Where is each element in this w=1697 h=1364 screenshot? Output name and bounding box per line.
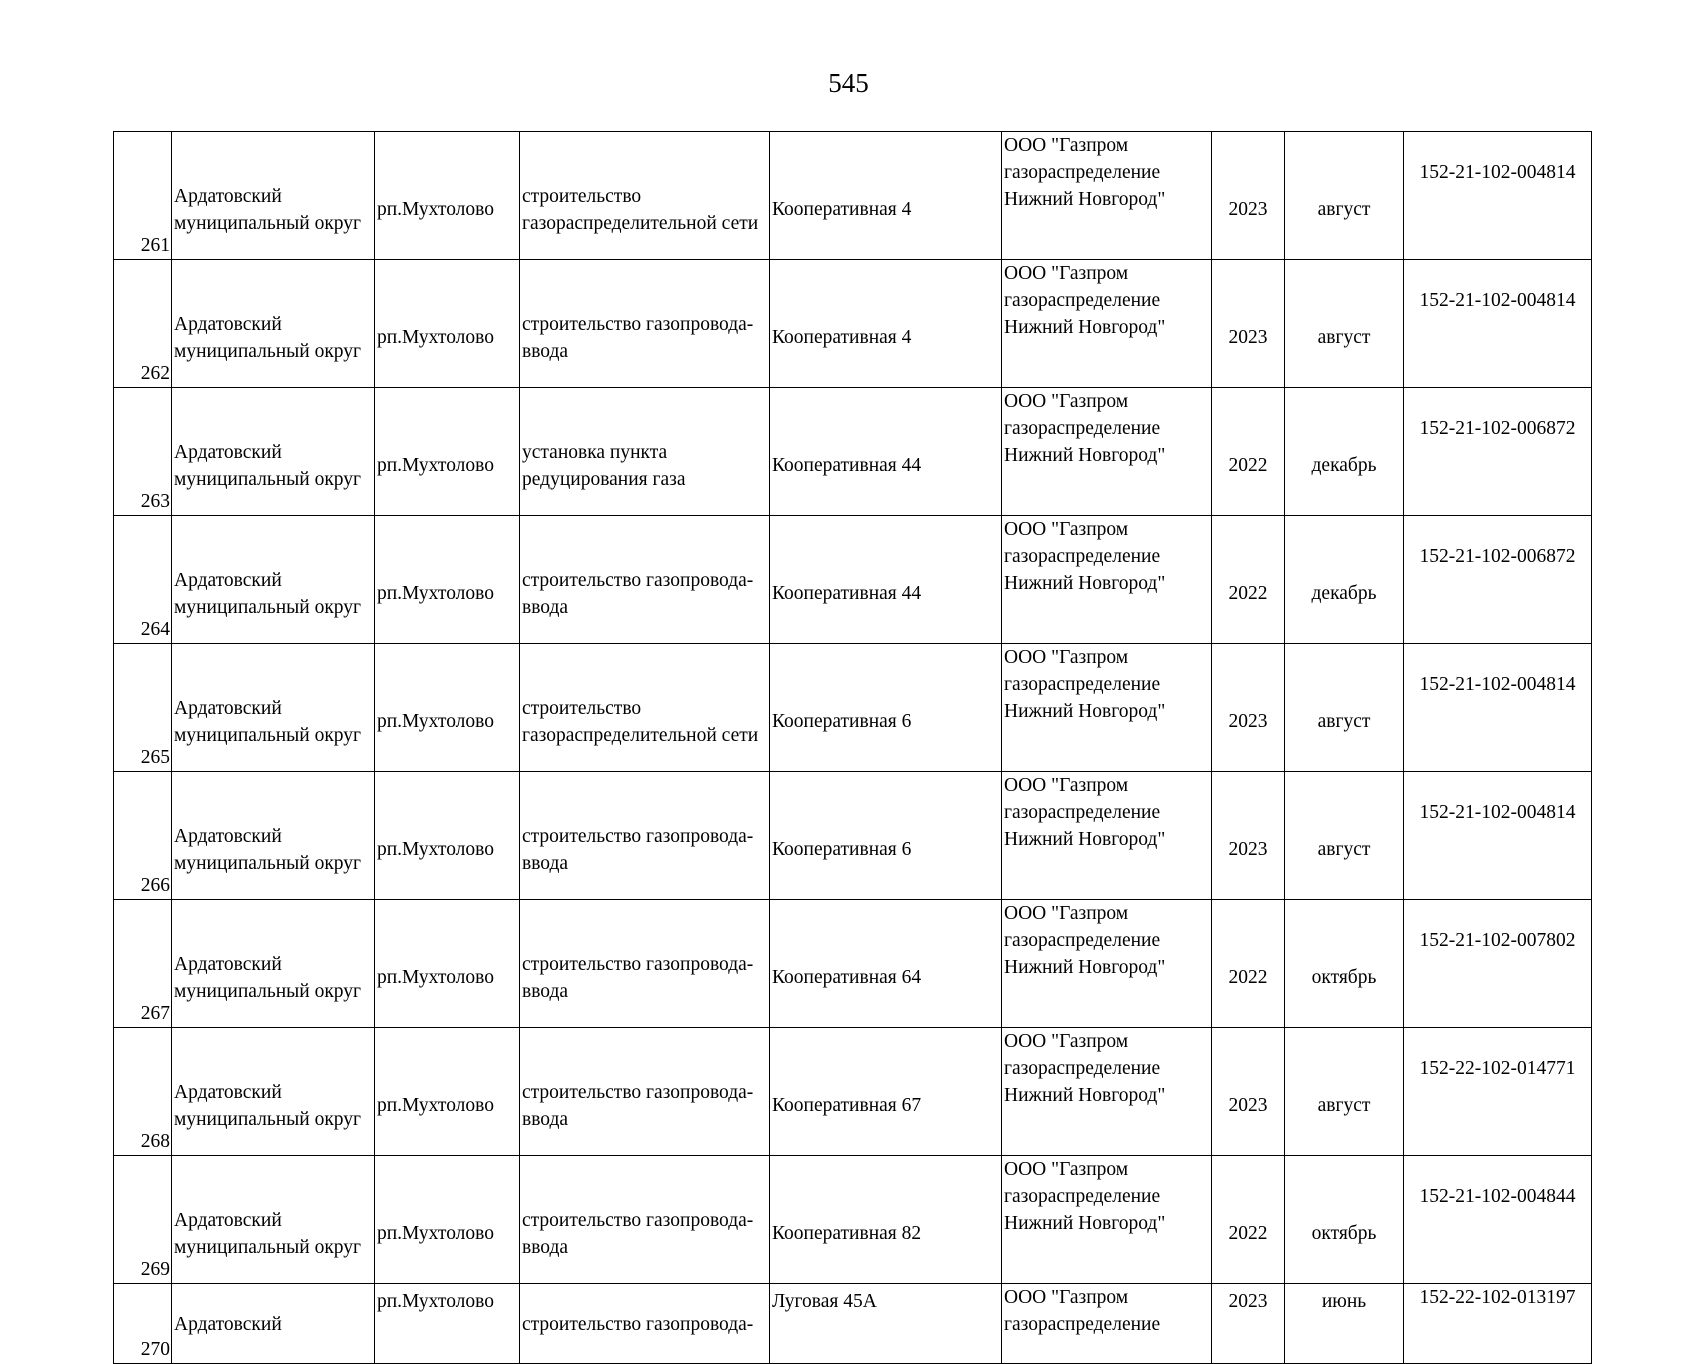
code-cell xyxy=(1404,1284,1592,1364)
row-number xyxy=(114,1156,172,1284)
cell-line: ООО "Газпром xyxy=(1004,519,1129,540)
cell-line: Ардатовский xyxy=(174,953,282,975)
year-cell xyxy=(1212,260,1285,388)
cell-line: муниципальный округ xyxy=(174,596,362,618)
cell-line: муниципальный округ xyxy=(174,1108,362,1130)
cell-text: 265 xyxy=(140,747,170,768)
organization-cell xyxy=(1002,388,1212,516)
cell-line: ООО "Газпром xyxy=(1004,647,1129,668)
code-cell xyxy=(1404,260,1592,388)
cell-text: 264 xyxy=(140,619,170,640)
district-cell xyxy=(172,388,375,516)
locality-cell xyxy=(375,1284,520,1364)
cell-text: рп.Мухтолово xyxy=(377,455,494,476)
district-cell xyxy=(172,900,375,1028)
address-cell xyxy=(770,132,1002,260)
cell-line: строительство газопровода- xyxy=(522,313,754,335)
locality-cell xyxy=(375,1156,520,1284)
cell-text: рп.Мухтолово xyxy=(377,1223,494,1244)
cell-line: строительство газопровода- xyxy=(522,953,754,975)
cell-text: август xyxy=(1317,711,1371,732)
cell-line: муниципальный округ xyxy=(174,980,362,1002)
cell-line: ввода xyxy=(522,1108,569,1130)
cell-text: рп.Мухтолово xyxy=(377,583,494,604)
cell-line: муниципальный округ xyxy=(174,852,362,874)
year-cell xyxy=(1212,1028,1285,1156)
row-number xyxy=(114,260,172,388)
month-cell xyxy=(1285,260,1404,388)
cell-line: ООО "Газпром xyxy=(1004,1031,1129,1052)
cell-line: газораспределение xyxy=(1004,1314,1161,1335)
cell-line: ООО "Газпром xyxy=(1004,775,1129,796)
cell-text: рп.Мухтолово xyxy=(377,839,494,860)
cell-line: газораспределение xyxy=(1004,1186,1161,1207)
row-number xyxy=(114,132,172,260)
cell-text: 152-21-102-004814 xyxy=(1419,674,1576,695)
code-cell xyxy=(1404,772,1592,900)
cell-text: август xyxy=(1317,199,1371,220)
cell-line: Ардатовский xyxy=(174,1209,282,1231)
month-cell xyxy=(1285,900,1404,1028)
cell-line: Нижний Новгород" xyxy=(1004,1213,1166,1234)
month-cell xyxy=(1285,1156,1404,1284)
address-cell xyxy=(770,260,1002,388)
row-number xyxy=(114,900,172,1028)
locality-cell xyxy=(375,388,520,516)
table-row xyxy=(114,516,1592,644)
code-cell xyxy=(1404,516,1592,644)
cell-text: рп.Мухтолово xyxy=(377,1095,494,1116)
row-number xyxy=(114,1284,172,1364)
cell-text: Кооперативная 64 xyxy=(772,967,922,988)
cell-line: муниципальный округ xyxy=(174,212,362,234)
cell-line: Ардатовский xyxy=(174,441,282,463)
table-row xyxy=(114,1156,1592,1284)
organization-cell xyxy=(1002,644,1212,772)
month-cell xyxy=(1285,388,1404,516)
cell-line: муниципальный округ xyxy=(174,468,362,490)
cell-line: Ардатовский xyxy=(174,185,282,207)
code-cell xyxy=(1404,900,1592,1028)
address-cell xyxy=(770,1284,1002,1364)
cell-text: 152-21-102-004814 xyxy=(1419,290,1576,311)
row-number xyxy=(114,644,172,772)
cell-text: 152-21-102-004844 xyxy=(1419,1186,1576,1207)
cell-line: газораспределение xyxy=(1004,1058,1161,1079)
cell-line: газораспределение xyxy=(1004,418,1161,439)
district-cell xyxy=(172,260,375,388)
cell-line: газораспределение xyxy=(1004,162,1161,183)
cell-text: 152-21-102-004814 xyxy=(1419,802,1576,823)
cell-line: строительство газопровода- xyxy=(522,1314,754,1335)
address-cell xyxy=(770,388,1002,516)
locality-cell xyxy=(375,260,520,388)
row-number xyxy=(114,1028,172,1156)
cell-line: муниципальный округ xyxy=(174,340,362,362)
year-cell xyxy=(1212,772,1285,900)
cell-text: август xyxy=(1317,1095,1371,1116)
year-cell xyxy=(1212,644,1285,772)
cell-text: декабрь xyxy=(1311,455,1377,476)
cell-text: 2023 xyxy=(1228,199,1268,220)
year-cell xyxy=(1212,388,1285,516)
row-number xyxy=(114,388,172,516)
cell-line: муниципальный округ xyxy=(174,724,362,746)
address-cell xyxy=(770,1028,1002,1156)
cell-text: Кооперативная 6 xyxy=(772,839,912,860)
table-row xyxy=(114,644,1592,772)
cell-line: ввода xyxy=(522,852,569,874)
cell-line: Нижний Новгород" xyxy=(1004,189,1166,210)
code-cell xyxy=(1404,1156,1592,1284)
cell-line: Ардатовский xyxy=(174,1081,282,1103)
cell-text: декабрь xyxy=(1311,583,1377,604)
cell-text: Кооперативная 6 xyxy=(772,711,912,732)
cell-line: муниципальный округ xyxy=(174,1236,362,1258)
table-row xyxy=(114,900,1592,1028)
year-cell xyxy=(1212,1156,1285,1284)
cell-text: рп.Мухтолово xyxy=(377,711,494,732)
cell-text: Кооперативная 4 xyxy=(772,199,912,220)
organization-cell xyxy=(1002,1156,1212,1284)
code-cell xyxy=(1404,388,1592,516)
cell-text: 2023 xyxy=(1228,1291,1268,1312)
cell-line: Нижний Новгород" xyxy=(1004,445,1166,466)
cell-text: Кооперативная 4 xyxy=(772,327,912,348)
cell-text: 2022 xyxy=(1228,1223,1268,1244)
cell-text: 262 xyxy=(140,363,170,384)
organization-cell xyxy=(1002,516,1212,644)
organization-cell xyxy=(1002,1284,1212,1364)
district-cell xyxy=(172,1284,375,1364)
table-body xyxy=(114,132,1592,1364)
cell-line: ввода xyxy=(522,1236,569,1258)
cell-text: Кооперативная 67 xyxy=(772,1095,922,1116)
cell-line: Нижний Новгород" xyxy=(1004,829,1166,850)
address-cell xyxy=(770,900,1002,1028)
table-row xyxy=(114,132,1592,260)
locality-cell xyxy=(375,516,520,644)
district-cell xyxy=(172,1156,375,1284)
cell-text: Кооперативная 44 xyxy=(772,455,922,476)
cell-line: газораспределительной сети xyxy=(522,212,759,234)
cell-line: ООО "Газпром xyxy=(1004,903,1129,924)
cell-text: 152-21-102-004814 xyxy=(1419,162,1576,183)
cell-line: ООО "Газпром xyxy=(1004,135,1129,156)
cell-text: 2022 xyxy=(1228,583,1268,604)
month-cell xyxy=(1285,1028,1404,1156)
year-cell xyxy=(1212,516,1285,644)
table-row xyxy=(114,772,1592,900)
cell-line: газораспределительной сети xyxy=(522,724,759,746)
address-cell xyxy=(770,644,1002,772)
cell-text: 266 xyxy=(140,875,170,896)
cell-line: ООО "Газпром xyxy=(1004,1287,1129,1308)
cell-line: ООО "Газпром xyxy=(1004,263,1129,284)
month-cell xyxy=(1285,772,1404,900)
cell-line: газораспределение xyxy=(1004,674,1161,695)
cell-line: строительство газопровода- xyxy=(522,569,754,591)
cell-text: 267 xyxy=(140,1003,170,1024)
cell-line: Ардатовский xyxy=(174,313,282,335)
organization-cell xyxy=(1002,1028,1212,1156)
district-cell xyxy=(172,1028,375,1156)
cell-text: 152-21-102-007802 xyxy=(1419,930,1576,951)
table-row xyxy=(114,1284,1592,1364)
cell-text: 2023 xyxy=(1228,327,1268,348)
cell-text: 2022 xyxy=(1228,455,1268,476)
cell-text: 269 xyxy=(140,1259,170,1280)
cell-line: газораспределение xyxy=(1004,802,1161,823)
locality-cell xyxy=(375,772,520,900)
row-number xyxy=(114,772,172,900)
cell-line: Ардатовский xyxy=(174,697,282,719)
page-number: 545 xyxy=(828,68,869,98)
row-number xyxy=(114,516,172,644)
locality-cell xyxy=(375,1028,520,1156)
cell-text: 2023 xyxy=(1228,839,1268,860)
code-cell xyxy=(1404,644,1592,772)
cell-line: ввода xyxy=(522,596,569,618)
code-cell xyxy=(1404,1028,1592,1156)
table-row xyxy=(114,388,1592,516)
cell-text: рп.Мухтолово xyxy=(377,327,494,348)
work-type-cell xyxy=(520,516,770,644)
work-type-cell xyxy=(520,644,770,772)
cell-text: октябрь xyxy=(1311,1223,1377,1244)
cell-text: 2023 xyxy=(1228,711,1268,732)
cell-line: строительство газопровода- xyxy=(522,1209,754,1231)
month-cell xyxy=(1285,1284,1404,1364)
cell-line: установка пункта xyxy=(522,441,668,463)
organization-cell xyxy=(1002,132,1212,260)
cell-text: рп.Мухтолово xyxy=(377,967,494,988)
month-cell xyxy=(1285,132,1404,260)
cell-line: Нижний Новгород" xyxy=(1004,1085,1166,1106)
work-type-cell xyxy=(520,260,770,388)
cell-text: октябрь xyxy=(1311,967,1377,988)
cell-line: Нижний Новгород" xyxy=(1004,701,1166,722)
table-row xyxy=(114,260,1592,388)
cell-text: 261 xyxy=(140,235,170,256)
district-cell xyxy=(172,516,375,644)
work-type-cell xyxy=(520,900,770,1028)
registry-table xyxy=(113,131,1592,1364)
year-cell xyxy=(1212,900,1285,1028)
locality-cell xyxy=(375,900,520,1028)
address-cell xyxy=(770,772,1002,900)
cell-text: июнь xyxy=(1321,1291,1367,1312)
cell-line: газораспределение xyxy=(1004,290,1161,311)
cell-line: редуцирования газа xyxy=(522,468,686,490)
work-type-cell xyxy=(520,1156,770,1284)
code-cell xyxy=(1404,132,1592,260)
address-cell xyxy=(770,1156,1002,1284)
cell-line: ООО "Газпром xyxy=(1004,1159,1129,1180)
work-type-cell xyxy=(520,1028,770,1156)
work-type-cell xyxy=(520,132,770,260)
organization-cell xyxy=(1002,772,1212,900)
work-type-cell xyxy=(520,772,770,900)
cell-text: рп.Мухтолово xyxy=(377,199,494,220)
work-type-cell xyxy=(520,388,770,516)
cell-line: Ардатовский xyxy=(174,1314,282,1335)
cell-line: Ардатовский xyxy=(174,825,282,847)
district-cell xyxy=(172,644,375,772)
address-cell xyxy=(770,516,1002,644)
cell-text: 152-22-102-013197 xyxy=(1419,1287,1576,1308)
cell-line: Нижний Новгород" xyxy=(1004,317,1166,338)
cell-text: 152-21-102-006872 xyxy=(1419,546,1576,567)
cell-text: 152-22-102-014771 xyxy=(1419,1058,1576,1079)
cell-line: строительство xyxy=(522,185,642,207)
locality-cell xyxy=(375,644,520,772)
cell-line: строительство xyxy=(522,697,642,719)
cell-line: газораспределение xyxy=(1004,930,1161,951)
year-cell xyxy=(1212,1284,1285,1364)
district-cell xyxy=(172,772,375,900)
cell-line: строительство газопровода- xyxy=(522,825,754,847)
cell-text: Луговая 45А xyxy=(772,1291,877,1312)
district-cell xyxy=(172,132,375,260)
cell-text: 2022 xyxy=(1228,967,1268,988)
year-cell xyxy=(1212,132,1285,260)
table-row xyxy=(114,1028,1592,1156)
cell-line: газораспределение xyxy=(1004,546,1161,567)
organization-cell xyxy=(1002,900,1212,1028)
cell-line: Ардатовский xyxy=(174,569,282,591)
cell-line: строительство газопровода- xyxy=(522,1081,754,1103)
cell-line: ввода xyxy=(522,340,569,362)
cell-text: 152-21-102-006872 xyxy=(1419,418,1576,439)
cell-line: ввода xyxy=(522,980,569,1002)
cell-text: 2023 xyxy=(1228,1095,1268,1116)
month-cell xyxy=(1285,644,1404,772)
cell-line: Нижний Новгород" xyxy=(1004,957,1166,978)
cell-line: ООО "Газпром xyxy=(1004,391,1129,412)
cell-text: рп.Мухтолово xyxy=(377,1291,494,1312)
organization-cell xyxy=(1002,260,1212,388)
cell-text: 268 xyxy=(140,1131,170,1152)
cell-line: Нижний Новгород" xyxy=(1004,573,1166,594)
cell-text: август xyxy=(1317,327,1371,348)
cell-text: Кооперативная 82 xyxy=(772,1223,922,1244)
cell-text: 270 xyxy=(140,1339,170,1360)
cell-text: Кооперативная 44 xyxy=(772,583,922,604)
month-cell xyxy=(1285,516,1404,644)
cell-text: 263 xyxy=(140,491,170,512)
cell-text: август xyxy=(1317,839,1371,860)
work-type-cell xyxy=(520,1284,770,1364)
locality-cell xyxy=(375,132,520,260)
